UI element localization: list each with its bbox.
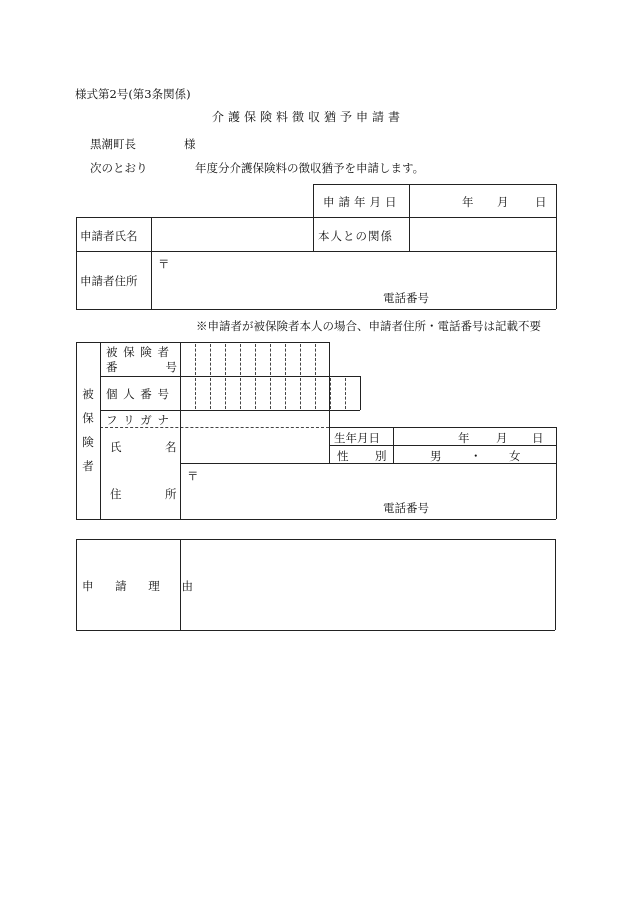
insured-name-label-2: 名 — [165, 440, 177, 454]
insured-number-field[interactable] — [182, 344, 328, 375]
reason-field[interactable] — [182, 541, 553, 629]
applicant-name-label: 申請者氏名 — [80, 229, 138, 243]
birth-day-unit: 日 — [532, 431, 544, 445]
application-date-label: 申請年月日 — [323, 195, 401, 209]
insured-name-field[interactable] — [182, 429, 328, 462]
furigana-label: フ リ ガ ナ — [106, 413, 170, 427]
insured-postal-mark: 〒 — [187, 469, 199, 483]
applicant-postal-mark: 〒 — [158, 257, 170, 271]
insured-address-label-2: 所 — [165, 487, 177, 501]
application-month-unit: 月 — [497, 195, 509, 209]
gender-label-2: 別 — [375, 449, 387, 463]
intro-prefix: 次のとおり — [90, 161, 148, 175]
gender-female-option[interactable]: 女 — [509, 449, 521, 463]
individual-number-field[interactable] — [182, 378, 359, 409]
insured-number-label-2: 番 号 — [106, 360, 178, 374]
insured-name-label-1: 氏 — [110, 440, 122, 454]
insured-section-char-3: 険 — [82, 435, 94, 449]
relation-label: 本人との関係 — [318, 229, 393, 243]
individual-number-label: 個 人 番 号 — [106, 387, 170, 401]
applicant-address-field[interactable] — [153, 253, 554, 307]
birthdate-label: 生年月日 — [334, 431, 380, 445]
birth-month-unit: 月 — [496, 431, 508, 445]
insured-number-label-1: 被 保 険 者 — [106, 345, 170, 359]
insured-phone-label: 電話番号 — [383, 501, 429, 515]
addressee: 黒潮町長 — [90, 137, 136, 151]
insured-section-char-4: 者 — [82, 459, 94, 473]
gender-male-option[interactable]: 男 — [430, 449, 442, 463]
intro-body: 年度分介護保険料の徴収猶予を申請します。 — [195, 161, 425, 175]
insured-section-char-1: 被 — [82, 387, 94, 401]
insured-section-char-2: 保 — [82, 411, 94, 425]
applicant-note: ※申請者が被保険者本人の場合、申請者住所・電話番号は記載不要 — [196, 319, 541, 333]
application-day-unit: 日 — [535, 195, 547, 209]
birth-year-unit: 年 — [458, 431, 470, 445]
applicant-phone-label: 電話番号 — [383, 291, 429, 305]
gender-separator: ・ — [470, 449, 482, 463]
form-number: 様式第2号(第3条関係) — [75, 87, 191, 101]
reason-label: 申 請 理 由 — [82, 579, 202, 593]
applicant-address-label: 申請者住所 — [80, 274, 138, 288]
application-year-unit: 年 — [462, 195, 474, 209]
applicant-name-field[interactable] — [153, 219, 311, 250]
relation-field[interactable] — [411, 219, 554, 250]
gender-label-1: 性 — [337, 449, 349, 463]
addressee-honorific: 様 — [184, 137, 196, 151]
insured-address-label-1: 住 — [110, 487, 122, 501]
furigana-field[interactable] — [182, 411, 328, 426]
insured-address-field[interactable] — [182, 465, 554, 518]
page-title: 介護保険料徴収猶予申請書 — [212, 110, 405, 124]
